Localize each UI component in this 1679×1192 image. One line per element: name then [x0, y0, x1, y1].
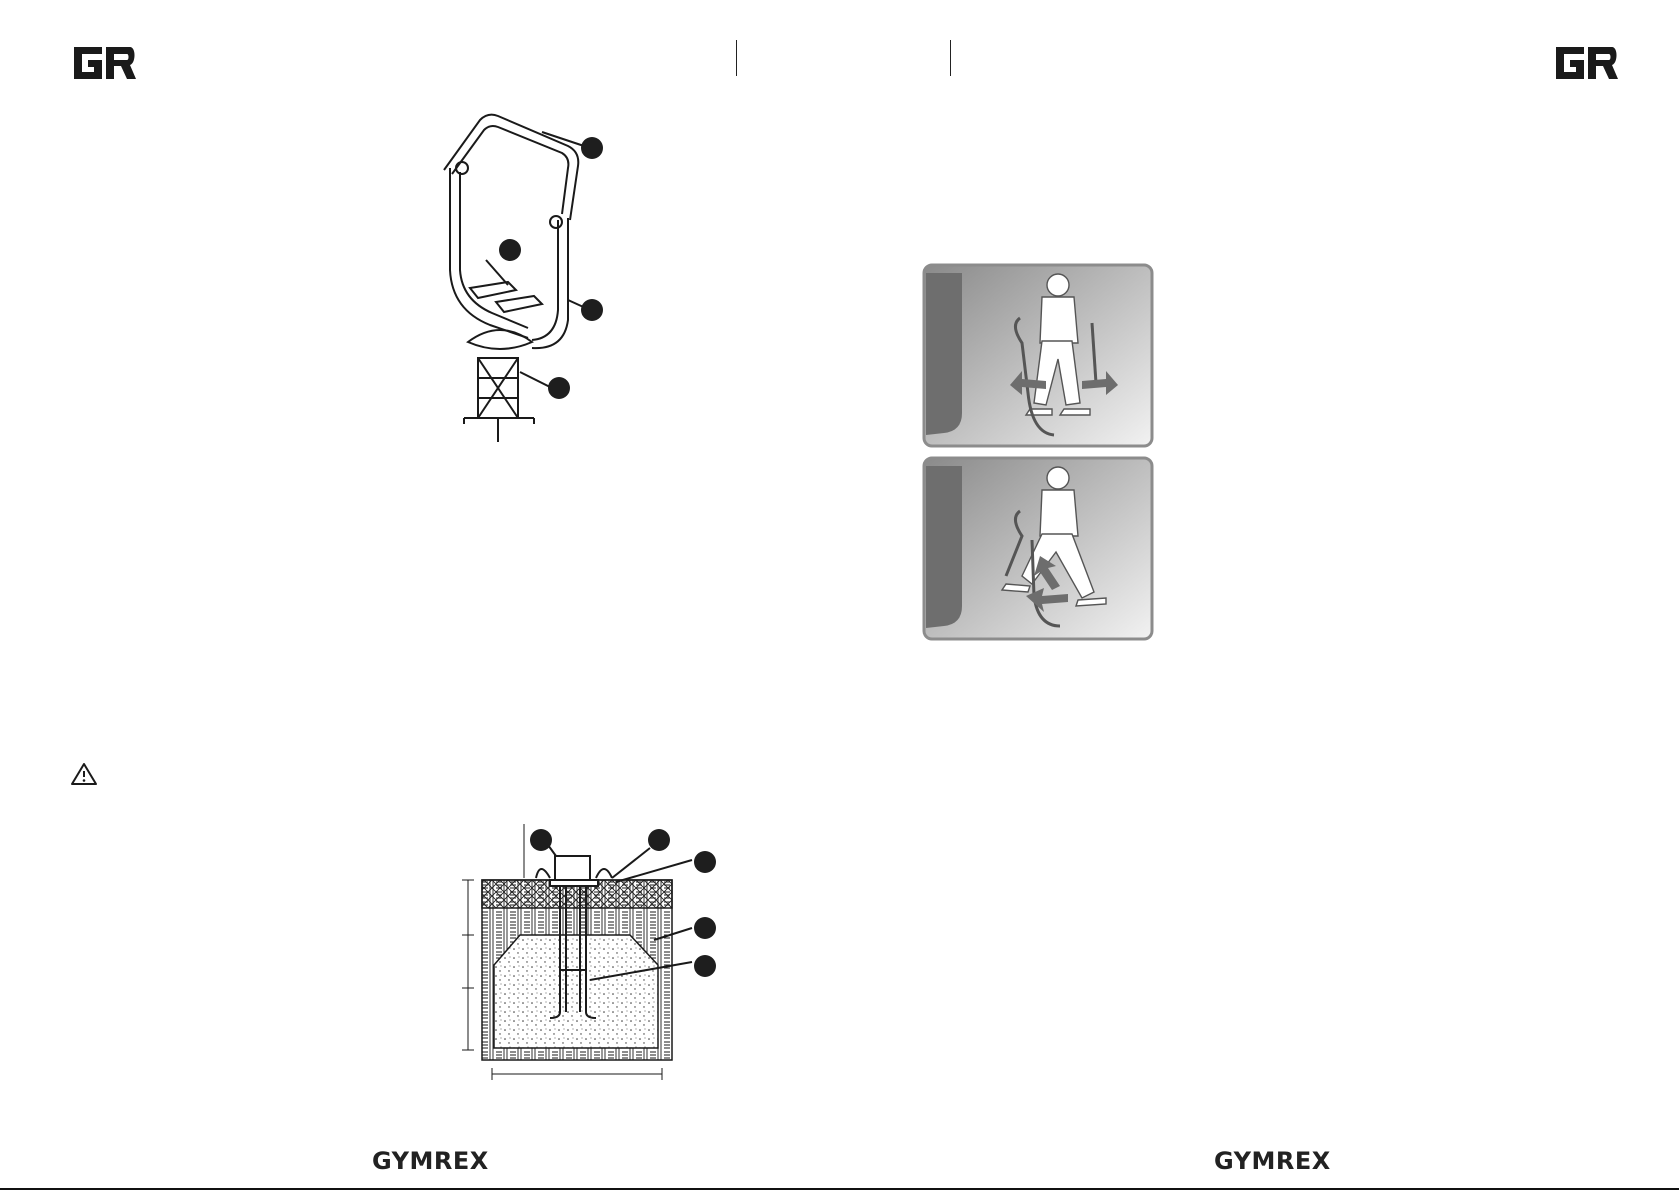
- gr-logo-icon: [72, 45, 138, 81]
- callout-marker: [648, 829, 670, 851]
- callout-marker: [581, 299, 603, 321]
- callout-marker: [499, 239, 521, 261]
- page-divider-right: [950, 40, 951, 76]
- page-divider-left: [736, 40, 737, 76]
- right-header-logo: [1554, 45, 1620, 86]
- callout-marker: [548, 377, 570, 399]
- gr-logo-icon: [1554, 45, 1620, 81]
- left-footer-brand: GYMREX: [372, 1147, 489, 1175]
- callout-marker: [581, 137, 603, 159]
- callout-marker: [694, 917, 716, 939]
- warning-triangle-icon: [70, 762, 98, 786]
- person-using-air-walker-photo-1: [922, 263, 1154, 448]
- left-header-logo: [72, 45, 138, 86]
- right-footer-brand: GYMREX: [1214, 1147, 1331, 1175]
- bottom-rule: [0, 1188, 1679, 1190]
- foundation-cross-section-diagram: [440, 820, 725, 1090]
- callout-marker: [530, 829, 552, 851]
- machine-exploded-illustration: [440, 110, 610, 455]
- callout-marker: [694, 851, 716, 873]
- person-using-air-walker-photo-2: [922, 456, 1154, 641]
- callout-marker: [694, 955, 716, 977]
